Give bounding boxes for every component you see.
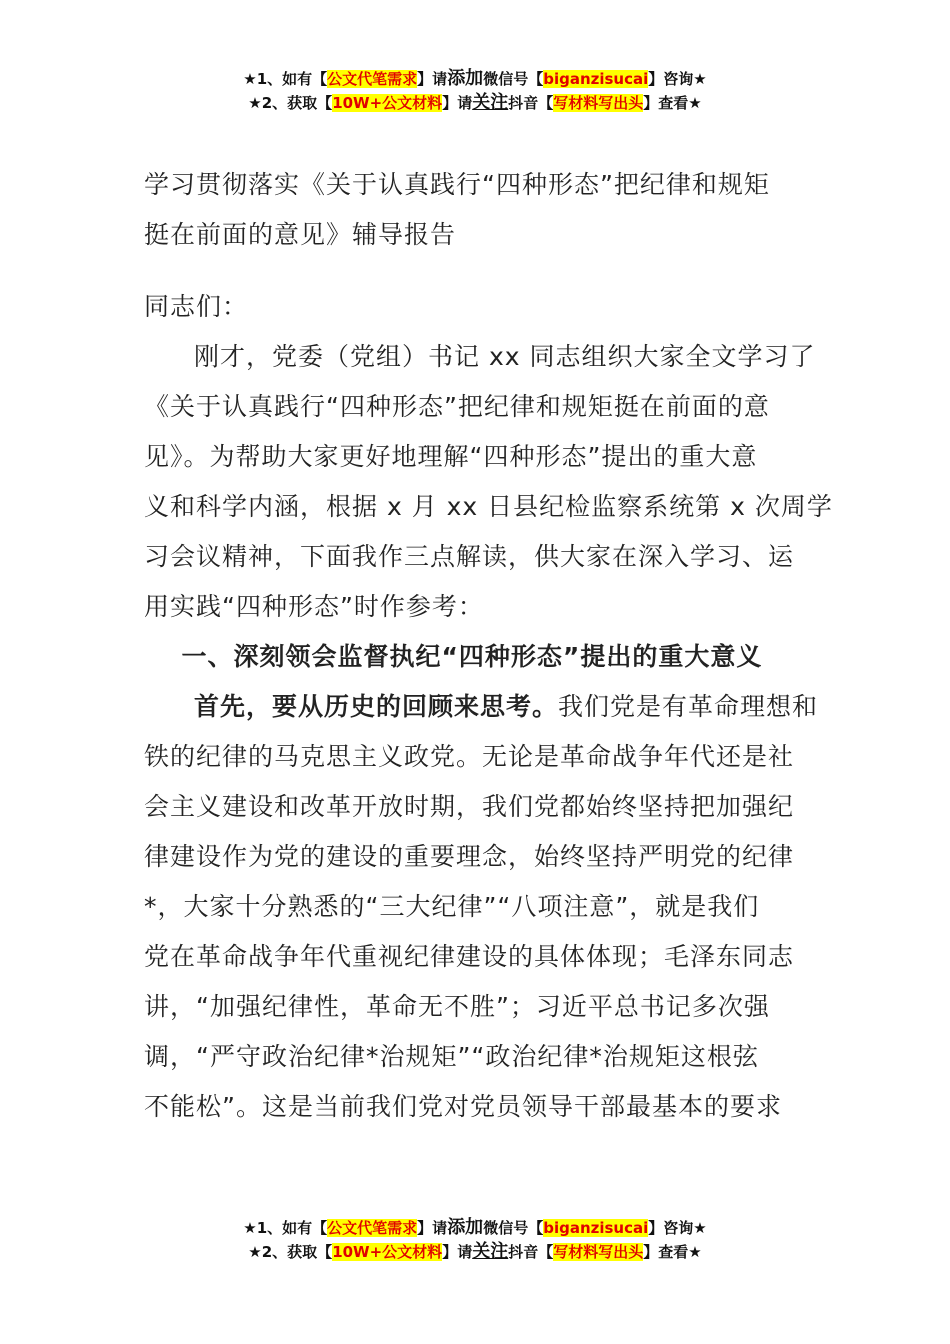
paragraph-line: 《关于认真践行“四种形态”把纪律和规矩挺在前面的意 xyxy=(144,392,770,421)
paragraph-line: 会主义建设和改革开放时期，我们党都始终坚持把加强纪 xyxy=(144,792,795,821)
top-banner xyxy=(0,67,950,115)
document-body xyxy=(144,160,833,1132)
banner-text: 微信号【 xyxy=(483,70,544,88)
banner-emphasis: 关注 xyxy=(472,1241,509,1262)
section-heading: 一、深刻领会监督执纪“四种形态”提出的重大意义 xyxy=(181,642,763,671)
banner-text: ★1、如有【 xyxy=(243,1219,328,1237)
banner-line-1 xyxy=(0,1216,950,1240)
banner-highlight: 写材料写出头 xyxy=(553,1243,644,1261)
banner-text: 】请 xyxy=(442,1243,473,1261)
banner-highlight: 公文代笔需求 xyxy=(327,70,418,88)
banner-highlight: biganzisucai xyxy=(543,1219,649,1237)
banner-emphasis: 添加 xyxy=(447,68,484,89)
paragraph-line: 用实践“四种形态”时作参考： xyxy=(144,592,484,621)
banner-text: 】咨询★ xyxy=(648,70,707,88)
banner-text: ★2、获取【 xyxy=(248,1243,333,1261)
paragraph-line: 刚才，党委（党组）书记 xx 同志组织大家全文学习了 xyxy=(194,342,816,371)
paragraph-line: 见》。为帮助大家更好地理解“四种形态”提出的重大意 xyxy=(144,442,758,471)
paragraph-text: 我们党是有革命理想和 xyxy=(558,692,819,721)
banner-text: 】查看★ xyxy=(643,1243,702,1261)
banner-text: 抖音【 xyxy=(508,94,554,112)
banner-text: 抖音【 xyxy=(508,1243,554,1261)
banner-emphasis: 关注 xyxy=(472,92,509,113)
title-line: 挺在前面的意见》辅导报告 xyxy=(144,220,457,249)
bottom-banner xyxy=(0,1216,950,1264)
banner-highlight: biganzisucai xyxy=(543,70,649,88)
banner-text: 微信号【 xyxy=(483,1219,544,1237)
banner-text: 】请 xyxy=(417,70,448,88)
paragraph-line: *，大家十分熟悉的“三大纪律”“八项注意”，就是我们 xyxy=(144,892,760,921)
banner-emphasis: 添加 xyxy=(447,1217,484,1238)
banner-highlight: 10W+公文材料 xyxy=(332,94,443,112)
paragraph-line xyxy=(144,682,819,732)
banner-text: 】查看★ xyxy=(643,94,702,112)
banner-text: 】请 xyxy=(417,1219,448,1237)
document-title xyxy=(144,160,808,260)
paragraph-line: 党在革命战争年代重视纪律建设的具体体现；毛泽东同志 xyxy=(144,942,795,971)
banner-line-1 xyxy=(0,67,950,91)
banner-text: 】请 xyxy=(442,94,473,112)
banner-line-2 xyxy=(0,1240,950,1264)
paragraph-line: 律建设作为党的建设的重要理念，始终坚持严明党的纪律 xyxy=(144,842,795,871)
banner-highlight: 10W+公文材料 xyxy=(332,1243,443,1261)
banner-line-2 xyxy=(0,91,950,115)
salutation: 同志们： xyxy=(144,292,249,321)
paragraph-line: 调，“严守政治纪律*治规矩”“政治纪律*治规矩这根弦 xyxy=(144,1042,759,1071)
banner-text: 】咨询★ xyxy=(648,1219,707,1237)
paragraph-line: 铁的纪律的马克思主义政党。无论是革命战争年代还是社 xyxy=(144,742,795,771)
paragraph-line: 习会议精神，下面我作三点解读，供大家在深入学习、运 xyxy=(144,542,795,571)
banner-text: ★1、如有【 xyxy=(243,70,328,88)
history-paragraph xyxy=(144,682,819,1132)
banner-highlight: 公文代笔需求 xyxy=(327,1219,418,1237)
paragraph-line: 不能松”。这是当前我们党对党员领导干部最基本的要求 xyxy=(144,1092,782,1121)
paragraph-line: 讲，“加强纪律性，革命无不胜”；习近平总书记多次强 xyxy=(144,992,770,1021)
intro-paragraph xyxy=(144,332,833,632)
banner-highlight: 写材料写出头 xyxy=(553,94,644,112)
title-line: 学习贯彻落实《关于认真践行“四种形态”把纪律和规矩 xyxy=(144,170,770,199)
banner-text: ★2、获取【 xyxy=(248,94,333,112)
paragraph-line: 义和科学内涵，根据 x 月 xx 日县纪检监察系统第 x 次周学 xyxy=(144,492,833,521)
paragraph-lead: 首先，要从历史的回顾来思考。 xyxy=(194,692,559,721)
